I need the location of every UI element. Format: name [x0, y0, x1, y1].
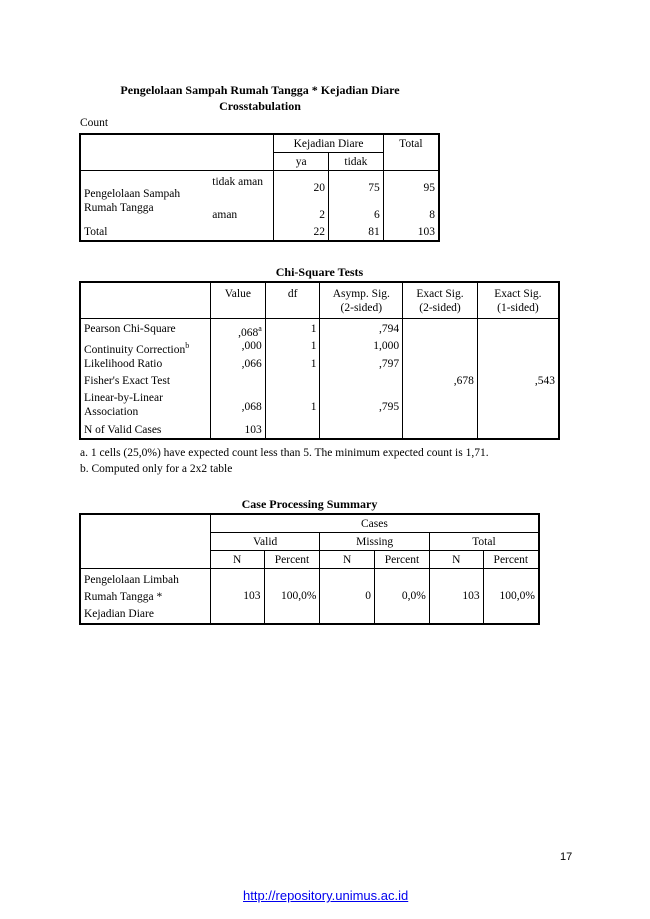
row-continuity: Continuity Correction$^b$: [80, 339, 210, 357]
pearson-asymp: ,794: [320, 318, 403, 339]
continuity-df: 1: [265, 339, 320, 357]
col-tidak: tidak: [329, 152, 384, 170]
valid-header: Valid: [210, 532, 320, 550]
row-pearson: Pearson Chi-Square: [80, 318, 210, 339]
header-df: df: [265, 282, 320, 318]
header-exact-sig-1sided: Exact Sig. (1-sided): [494, 288, 542, 314]
row-variable-label: Pengelolaan Sampah Rumah Tangga: [84, 187, 181, 214]
total-row-label: Total: [80, 225, 274, 241]
cps-valid-n: 103: [210, 568, 264, 624]
count-label: Count: [80, 117, 109, 129]
crosstab-title-line2: Crosstabulation: [219, 99, 301, 113]
cps-missing-n: 0: [320, 568, 375, 624]
valid-n-header: N: [210, 550, 264, 568]
crosstab-table: [79, 133, 440, 242]
cell-total-ya: 22: [274, 225, 329, 241]
continuity-value: ,000: [210, 339, 265, 357]
missing-header: Missing: [320, 532, 429, 550]
cell-aman-tidak: 6: [329, 206, 384, 225]
row-n-valid: N of Valid Cases: [80, 423, 210, 439]
total-n-header: N: [429, 550, 483, 568]
likelihood-value: ,066: [210, 357, 265, 374]
row-label-aman: aman: [210, 206, 274, 225]
repository-link[interactable]: http://repository.unimus.ac.id: [243, 888, 409, 903]
continuity-asymp: 1,000: [320, 339, 403, 357]
col-group-kejadian-diare: Kejadian Diare: [274, 134, 383, 152]
chisq-footnote-b: b. Computed only for a 2x2 table: [80, 463, 233, 475]
likelihood-df: 1: [265, 357, 320, 374]
cell-aman-ya: 2: [274, 206, 329, 225]
col-total-header: Total: [399, 138, 423, 150]
chisq-title: Chi-Square Tests: [275, 265, 364, 279]
n-valid-value: 103: [210, 423, 265, 439]
pearson-df: 1: [265, 318, 320, 339]
cell-tidak-aman-tidak: 75: [329, 170, 384, 206]
cps-total-percent: 100,0%: [499, 589, 535, 602]
valid-percent-header: Percent: [264, 550, 320, 568]
cell-aman-total: 8: [429, 209, 435, 221]
linear-asymp: ,795: [320, 391, 403, 423]
likelihood-asymp: ,797: [320, 357, 403, 374]
cps-table: [79, 513, 540, 625]
cps-missing-percent: 0,0%: [375, 568, 430, 624]
row-likelihood: Likelihood Ratio: [80, 357, 210, 374]
crosstab-title-line1: Pengelolaan Sampah Rumah Tangga * Kejadian Diare: [120, 83, 400, 97]
missing-n-header: N: [320, 550, 375, 568]
cell-tidak-aman-total: 95: [423, 182, 435, 195]
header-exact-sig-2sided: Exact Sig. (2-sided): [403, 282, 478, 318]
cps-row-label: Pengelolaan Limbah Rumah Tangga * Kejadian Diare: [80, 568, 210, 624]
total-header: Total: [429, 532, 539, 550]
fisher-exact-1sided: ,543: [534, 375, 555, 388]
header-value: Value: [210, 282, 265, 318]
pearson-value: ,068$^a$: [210, 318, 265, 339]
cps-total-n: 103: [429, 568, 483, 624]
row-fisher: Fisher's Exact Test: [80, 374, 210, 391]
cases-header: Cases: [210, 514, 539, 532]
page-number: 17: [560, 851, 573, 863]
cps-title: Case Processing Summary: [241, 497, 378, 511]
cps-valid-percent: 100,0%: [264, 568, 320, 624]
chisq-table: [79, 281, 560, 440]
header-asymp-sig: Asymp. Sig. (2-sided): [320, 282, 403, 318]
linear-df: 1: [265, 391, 320, 423]
fisher-exact-2sided: ,678: [403, 374, 478, 391]
chisq-footnote-a: a. 1 cells (25,0%) have expected count less than 5. The minimum expected count is 1,71.: [80, 447, 489, 459]
row-linear-by-linear: Linear-by-Linear Association: [80, 391, 210, 423]
cell-tidak-aman-ya: 20: [274, 170, 329, 206]
linear-value: ,068: [210, 391, 265, 423]
cell-total-total: 103: [417, 226, 435, 238]
total-percent-header: Percent: [493, 553, 529, 566]
col-ya: ya: [274, 152, 329, 170]
missing-percent-header: Percent: [375, 550, 430, 568]
row-label-tidak-aman: tidak aman: [210, 170, 274, 206]
cell-total-tidak: 81: [329, 225, 384, 241]
